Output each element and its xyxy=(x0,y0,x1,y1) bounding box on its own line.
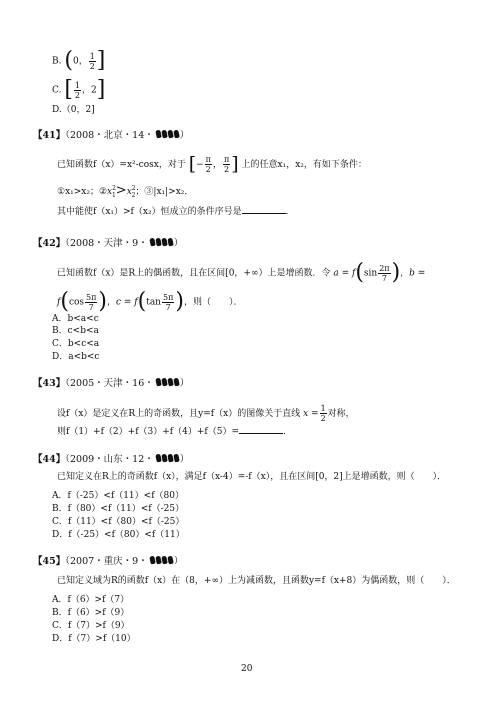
q45-option-d: D．f（7）>f（10） xyxy=(52,634,136,644)
difficulty-bulbs-icon xyxy=(150,556,174,567)
q45-option-a: A．f（6）>f（7） xyxy=(52,595,130,605)
q41-question: 其中能使f（x₁）>f（x₂）恒成立的条件序号是 ． xyxy=(57,207,295,217)
q45-option-b: B．f（6）>f（9） xyxy=(52,608,130,618)
q42-option-d: D．a<b<c xyxy=(52,352,100,362)
q45-option-c: C．f（7）>f（9） xyxy=(52,621,130,631)
fraction: $\frac{1}{2}$ xyxy=(74,80,80,100)
q43-stem-line1: 设f（x）是定义在R上的奇函数，且y=f（x）的图像关于直线 x = $\frac{1}{2}$ 对称， xyxy=(57,404,355,423)
fraction: $\frac{5\pi}{7}$ xyxy=(86,292,97,312)
q44-option-a: A．f（-25）<f（11）<f（80） xyxy=(52,491,184,501)
q41-header: 【41】（2008・北京・14・ ） xyxy=(33,130,190,141)
q42-stem-line2: f(cos $\frac{5\pi}{7}$ )，c = f(tan $\frac{5\pi}{7}$ )，则（ ）． xyxy=(57,289,243,314)
difficulty-bulbs-icon xyxy=(156,454,180,465)
fraction: $\frac{2\pi}{7}$ xyxy=(379,263,390,283)
q44-option-b: B．f（80）<f（11）<f（-25） xyxy=(52,504,185,514)
fraction: $\frac{\pi}{2}$ xyxy=(223,155,230,174)
answer-blank xyxy=(242,205,286,214)
q40-option-c: C. [ $\frac{1}{2}$ ，2] xyxy=(52,77,106,102)
q45-header: 【45】（2007・重庆・9・ ） xyxy=(33,556,184,567)
q42-option-c: C．b<c<a xyxy=(52,339,100,349)
q42-option-b: B．c<b<a xyxy=(52,326,99,336)
page-number: 20 xyxy=(241,664,253,674)
fraction: $\frac{\pi}{2}$ xyxy=(205,155,211,174)
difficulty-bulbs-icon xyxy=(156,378,180,389)
difficulty-bulbs-icon xyxy=(150,238,174,249)
q45-stem: 已知定义域为R的函数f（x）在（8，+∞）上为减函数，且函数y=f（x+8）为偶函数，则（ ）． xyxy=(57,576,456,586)
q44-stem: 已知定义在R上的奇函数f（x），满足f（x-4）=-f（x），且在区间[0，2]上是增函数，则（ ）． xyxy=(57,472,447,482)
q40-option-b: B. (0， $\frac{1}{2}$ ] xyxy=(52,48,106,73)
fraction: $\frac{5\pi}{7}$ xyxy=(162,292,174,312)
answer-blank xyxy=(239,425,283,434)
q42-header: 【42】（2008・天津・9・ ） xyxy=(33,238,184,249)
q43-stem-line2: 则f（1）+f（2）+f（3）+f（4）+f（5）= ． xyxy=(57,427,293,437)
q44-option-d: D．f（-25）<f（80）<f（11） xyxy=(52,530,185,540)
q44-option-c: C．f（11）<f（80）<f（-25） xyxy=(52,517,185,527)
q42-option-a: A．b<a<c xyxy=(52,314,99,324)
q40-option-d: D.（0，2] xyxy=(52,105,95,115)
q41-conditions: ①x₁>x₂；$②x^2_1>x^2_2$；③|x₁|>x₂． xyxy=(57,183,194,199)
q41-stem: 已知函数f（x）=x²-cosx，对于 [− $\frac{\pi}{2}$ ， $\frac{\pi}{2}$ ] 上的任意x₁，x₂，有如下条件： xyxy=(57,153,367,175)
q44-header: 【44】（2009・山东・12・ ） xyxy=(33,454,190,465)
difficulty-bulbs-icon xyxy=(156,130,180,141)
q42-stem-line1: 已知函数f（x）是R上的偶函数，且在区间[0，+∞）上是增函数．令 a = f(sin $\frac{2\pi}{7}$ )，b = xyxy=(57,260,426,285)
fraction: $\frac{1}{2}$ xyxy=(320,404,326,423)
q43-header: 【43】（2005・天津・16・ ） xyxy=(33,378,190,389)
fraction: $\frac{1}{2}$ xyxy=(89,51,95,71)
